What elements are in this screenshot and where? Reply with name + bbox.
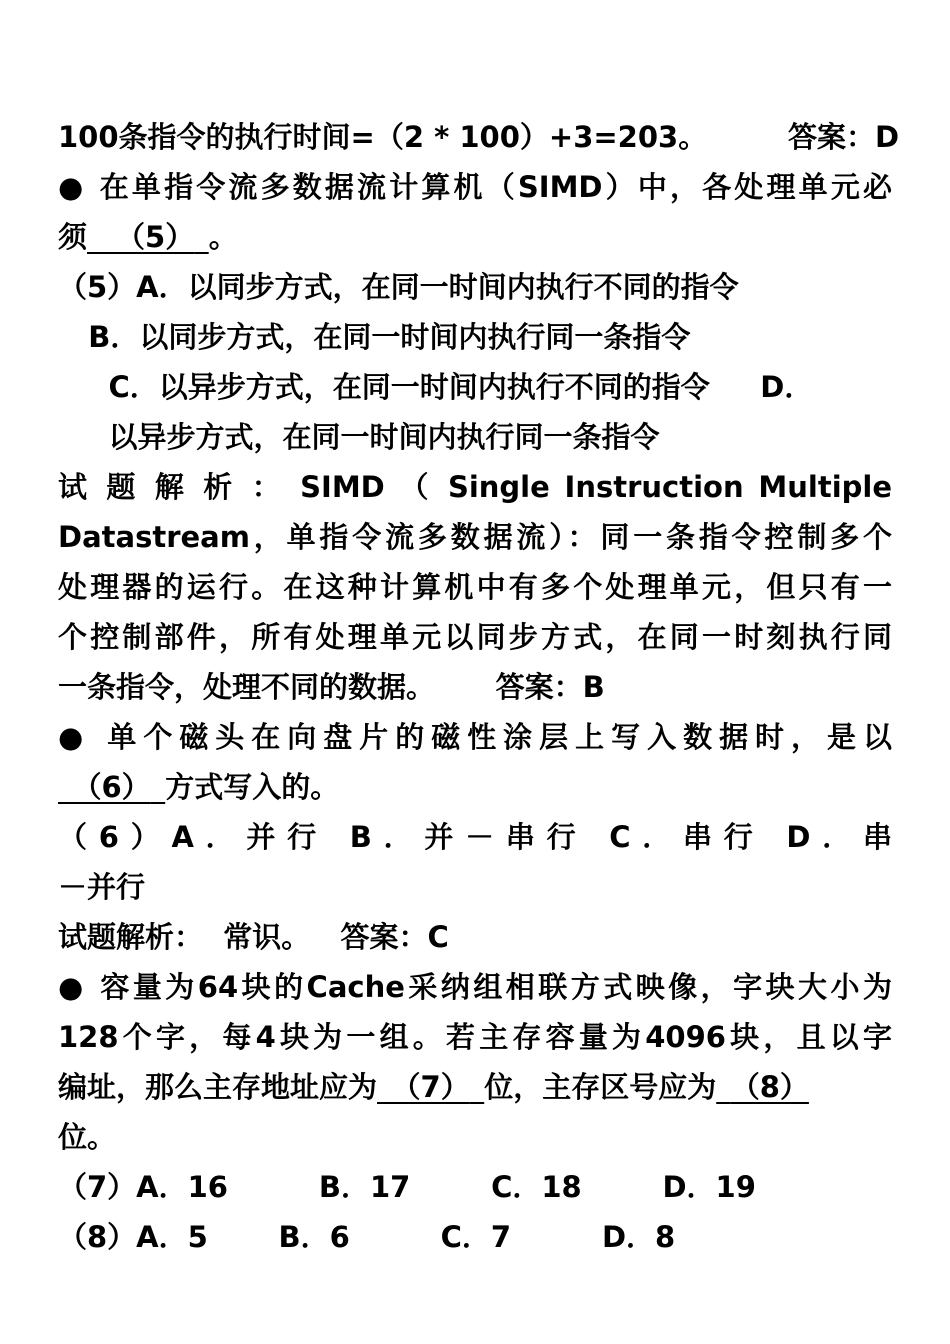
stem-text-2: 位，主存区号应为 [484,1070,717,1104]
stem-text: 编址，那么主存地址应为 [58,1070,378,1104]
analysis-5-line1: Datastream，单指令流多数据流）：同一条指令控制多个 [58,520,892,554]
answer-line-q4: 100条指令的执行时间=（2 * 100）+3=203。 答案：D [58,120,900,154]
analysis-5-line2: 处理器的运行。在这种计算机中有多个处理单元，但只有一 [58,570,892,604]
option-5b: B．以同步方式，在同一时间内执行同一条指令 [58,320,691,354]
stem-text: 须 [58,220,88,254]
question-7-8-stem: ● 容量为64块的Cache采纳组相联方式映像，字块大小为 [58,970,892,1004]
question-5-stem: ● 在单指令流多数据流计算机（SIMD）中，各处理单元必 [58,170,892,204]
question-6-stem-cont [58,762,339,812]
analysis-5-title: 试 题 解 析 ： SIMD （ Single Instruction Multiple [58,470,892,504]
blank-7: （7） [391,1070,470,1104]
question-5-stem-cont [58,212,238,262]
stem-text: 方式写入的。 [165,770,340,804]
option-5c-5d: C．以异步方式，在同一时间内执行不同的指令 D． [58,370,814,404]
answer-line-q6: 试题解析： 常识。 答案：C [58,920,449,954]
blank-8: （8） [730,1070,809,1104]
stem-end: 。 [208,220,238,254]
options-6: （6）A．并行 B．并－串行 C．串行 D．串 [58,820,892,854]
question-7-8-stem-line2: 128个字，每4块为一组。若主存容量为4096块，且以字 [58,1020,892,1054]
answer-line-q5: 一条指令，处理不同的数据。 答案：B [58,670,605,704]
question-6-stem: ● 单个磁头在向盘片的磁性涂层上写入数据时，是以 [58,720,892,754]
question-7-8-stem-end: 位。 [58,1120,117,1154]
blank-6: （6） [72,770,151,804]
analysis-5-line3: 个控制部件，所有处理单元以同步方式，在同一时刻执行同 [58,620,892,654]
question-7-8-stem-line3 [58,1062,809,1112]
option-5a: （5）A．以同步方式，在同一时间内执行不同的指令 [58,270,739,304]
option-5d-text: 以异步方式，在同一时间内执行同一条指令 [58,420,660,454]
options-8: （8）A．5 B．6 C．7 D．8 [58,1220,676,1254]
options-7: （7）A．16 B．17 C．18 D．19 [58,1170,756,1204]
blank-5: （5） [116,220,195,254]
options-6-cont: －并行 [58,870,146,904]
